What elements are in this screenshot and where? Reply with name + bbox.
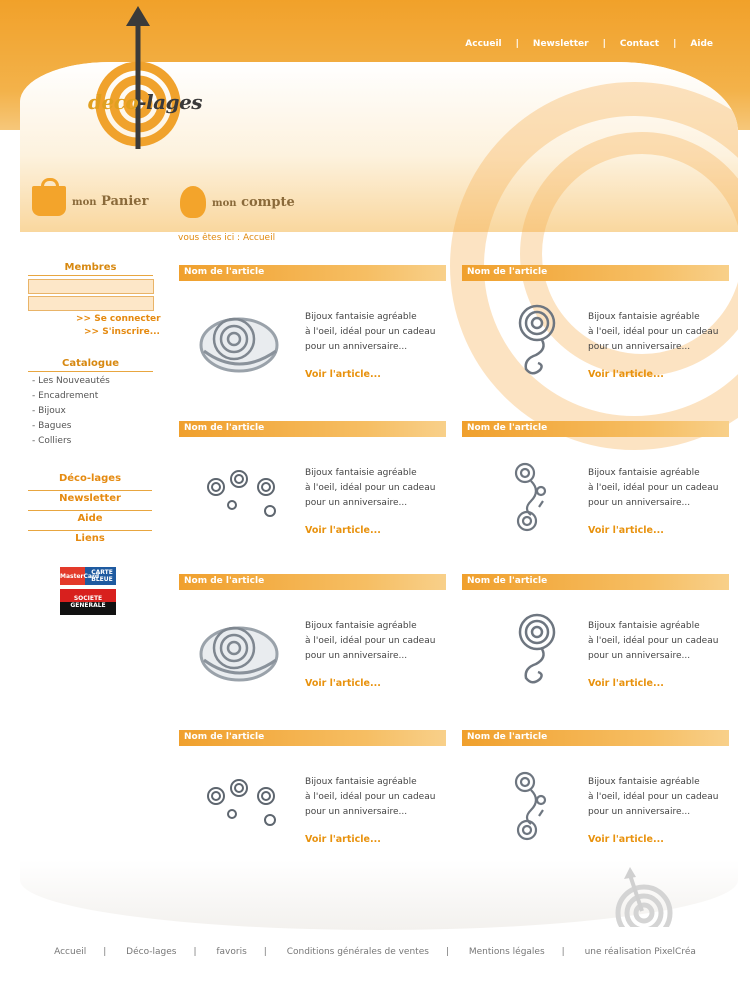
product-title-bar <box>462 574 729 590</box>
product-title[interactable]: Nom de l'article <box>467 423 548 433</box>
nav-separator: | <box>673 39 677 49</box>
desc-line: à l'oeil, idéal pour un cadeau <box>305 792 436 802</box>
menu-deco-lages[interactable]: Déco-lages <box>28 470 152 491</box>
product-description <box>305 310 445 355</box>
top-nav <box>458 39 720 49</box>
menu-liens[interactable]: Liens <box>75 533 105 544</box>
desc-line: à l'oeil, idéal pour un cadeau <box>305 327 436 337</box>
catalog-item-nouveautes[interactable]: - Les Nouveautés <box>32 376 110 386</box>
nav-aide[interactable]: Aide <box>690 39 713 49</box>
product-card <box>462 421 729 551</box>
product-title-bar <box>179 265 446 281</box>
footer-favoris[interactable]: favoris <box>216 947 247 957</box>
product-card <box>462 265 729 395</box>
product-title[interactable]: Nom de l'article <box>467 576 548 586</box>
login-link[interactable]: >> Se connecter <box>76 314 161 324</box>
cart-link[interactable] <box>32 186 148 216</box>
footer-deco-lages[interactable]: Déco-lages <box>126 947 177 957</box>
login-field[interactable] <box>28 279 154 294</box>
divider <box>28 371 153 372</box>
logo-text-part2: -lages <box>138 90 203 114</box>
nav-contact[interactable]: Contact <box>619 39 660 49</box>
desc-line: Bijoux fantaisie agréable <box>305 621 417 631</box>
desc-line: à l'oeil, idéal pour un cadeau <box>588 636 719 646</box>
view-article-link[interactable]: Voir l'article... <box>305 525 381 536</box>
product-description <box>588 310 728 355</box>
spiral-pendant-icon[interactable] <box>492 608 582 688</box>
product-title-bar <box>179 574 446 590</box>
account-prefix: mon <box>212 197 237 209</box>
footer-separator: | <box>103 947 107 957</box>
nav-accueil[interactable]: Accueil <box>465 39 502 49</box>
desc-line: à l'oeil, idéal pour un cadeau <box>588 792 719 802</box>
logo-text-part1: deco <box>88 90 139 114</box>
members-title: Membres <box>64 262 117 273</box>
product-card <box>179 421 446 551</box>
cart-prefix: mon <box>72 196 97 208</box>
signup-link[interactable]: >> S'inscrire... <box>84 327 160 337</box>
catalog-item-encadrement[interactable]: - Encadrement <box>32 391 99 401</box>
footer-separator: | <box>193 947 197 957</box>
desc-line: à l'oeil, idéal pour un cadeau <box>588 327 719 337</box>
earrings-icon[interactable] <box>194 764 284 844</box>
product-title-bar <box>462 730 729 746</box>
desc-line: Bijoux fantaisie agréable <box>305 468 417 478</box>
account-link[interactable] <box>180 186 295 218</box>
desc-line: à l'oeil, idéal pour un cadeau <box>305 483 436 493</box>
product-title[interactable]: Nom de l'article <box>184 732 265 742</box>
desc-line: pour un anniversaire... <box>588 651 691 661</box>
product-description <box>588 775 728 820</box>
product-description <box>588 619 728 664</box>
ring-icon[interactable] <box>194 299 284 379</box>
carte-bleue-logo: CARTE BLEUE <box>91 569 113 583</box>
view-article-link[interactable]: Voir l'article... <box>588 678 664 689</box>
nav-newsletter[interactable]: Newsletter <box>532 39 589 49</box>
product-title[interactable]: Nom de l'article <box>184 576 265 586</box>
desc-line: à l'oeil, idéal pour un cadeau <box>588 483 719 493</box>
desc-line: pour un anniversaire... <box>588 498 691 508</box>
desc-line: Bijoux fantaisie agréable <box>588 621 700 631</box>
divider <box>28 275 153 276</box>
desc-line: pour un anniversaire... <box>305 342 408 352</box>
footer-separator: | <box>263 947 267 957</box>
double-spiral-icon[interactable] <box>487 764 577 844</box>
footer-cgv[interactable]: Conditions générales de ventes <box>286 947 429 957</box>
mastercard-logo: MasterCard <box>60 572 100 580</box>
breadcrumb: vous êtes ici : Accueil <box>178 233 276 243</box>
product-description <box>588 466 728 511</box>
product-title[interactable]: Nom de l'article <box>184 423 265 433</box>
product-card <box>179 730 446 860</box>
product-card <box>179 265 446 395</box>
footer-accueil[interactable]: Accueil <box>54 947 87 957</box>
footer-mentions-legales[interactable]: Mentions légales <box>468 947 545 957</box>
societe-generale-logo: SOCIETE GENERALE <box>60 589 116 615</box>
product-title[interactable]: Nom de l'article <box>467 267 548 277</box>
view-article-link[interactable]: Voir l'article... <box>305 834 381 845</box>
product-title-bar <box>179 730 446 746</box>
product-card <box>462 574 729 704</box>
footer-spiral-icon <box>612 865 682 927</box>
view-article-link[interactable]: Voir l'article... <box>305 678 381 689</box>
desc-line: Bijoux fantaisie agréable <box>305 777 417 787</box>
desc-line: pour un anniversaire... <box>588 342 691 352</box>
product-description <box>305 619 445 664</box>
product-title[interactable]: Nom de l'article <box>184 267 265 277</box>
desc-line: pour un anniversaire... <box>305 807 408 817</box>
spiral-pendant-icon[interactable] <box>492 299 582 379</box>
footer-links <box>0 947 750 957</box>
shopping-bag-icon <box>32 186 66 216</box>
product-title-bar <box>179 421 446 437</box>
logo-text[interactable] <box>88 90 202 114</box>
desc-line: Bijoux fantaisie agréable <box>588 777 700 787</box>
desc-line: pour un anniversaire... <box>305 498 408 508</box>
catalog-item-colliers[interactable]: - Colliers <box>32 436 72 446</box>
catalog-item-bijoux[interactable]: - Bijoux <box>32 406 66 416</box>
payment-cards-logo <box>60 567 116 585</box>
view-article-link[interactable]: Voir l'article... <box>588 525 664 536</box>
catalog-title: Catalogue <box>62 358 119 369</box>
view-article-link[interactable]: Voir l'article... <box>305 369 381 380</box>
product-description <box>305 775 445 820</box>
menu-newsletter[interactable]: Newsletter <box>28 490 152 511</box>
product-card <box>462 730 729 860</box>
product-title[interactable]: Nom de l'article <box>467 732 548 742</box>
footer-separator: | <box>445 947 449 957</box>
earrings-icon[interactable] <box>194 455 284 535</box>
product-description <box>305 466 445 511</box>
nav-separator: | <box>602 39 606 49</box>
view-article-link[interactable]: Voir l'article... <box>588 834 664 845</box>
footer-separator: | <box>561 947 565 957</box>
password-field[interactable] <box>28 296 154 311</box>
menu-aide[interactable]: Aide <box>28 510 152 531</box>
account-label-wrap <box>212 195 295 210</box>
catalog-list <box>32 374 110 449</box>
catalog-item-bagues[interactable]: - Bagues <box>32 421 72 431</box>
footer-credits[interactable]: une réalisation PixelCréa <box>584 947 696 957</box>
account-label: compte <box>241 194 295 210</box>
desc-line: pour un anniversaire... <box>588 807 691 817</box>
product-title-bar <box>462 421 729 437</box>
logo-spiral-icon[interactable] <box>86 4 196 154</box>
desc-line: à l'oeil, idéal pour un cadeau <box>305 636 436 646</box>
product-title-bar <box>462 265 729 281</box>
desc-line: Bijoux fantaisie agréable <box>305 312 417 322</box>
desc-line: Bijoux fantaisie agréable <box>588 468 700 478</box>
ring-icon[interactable] <box>194 608 284 688</box>
user-head-icon <box>180 186 206 218</box>
view-article-link[interactable]: Voir l'article... <box>588 369 664 380</box>
cart-label: Panier <box>101 193 149 209</box>
product-card <box>179 574 446 704</box>
nav-separator: | <box>515 39 519 49</box>
double-spiral-icon[interactable] <box>487 455 577 535</box>
desc-line: Bijoux fantaisie agréable <box>588 312 700 322</box>
desc-line: pour un anniversaire... <box>305 651 408 661</box>
cart-label-wrap <box>72 194 148 209</box>
